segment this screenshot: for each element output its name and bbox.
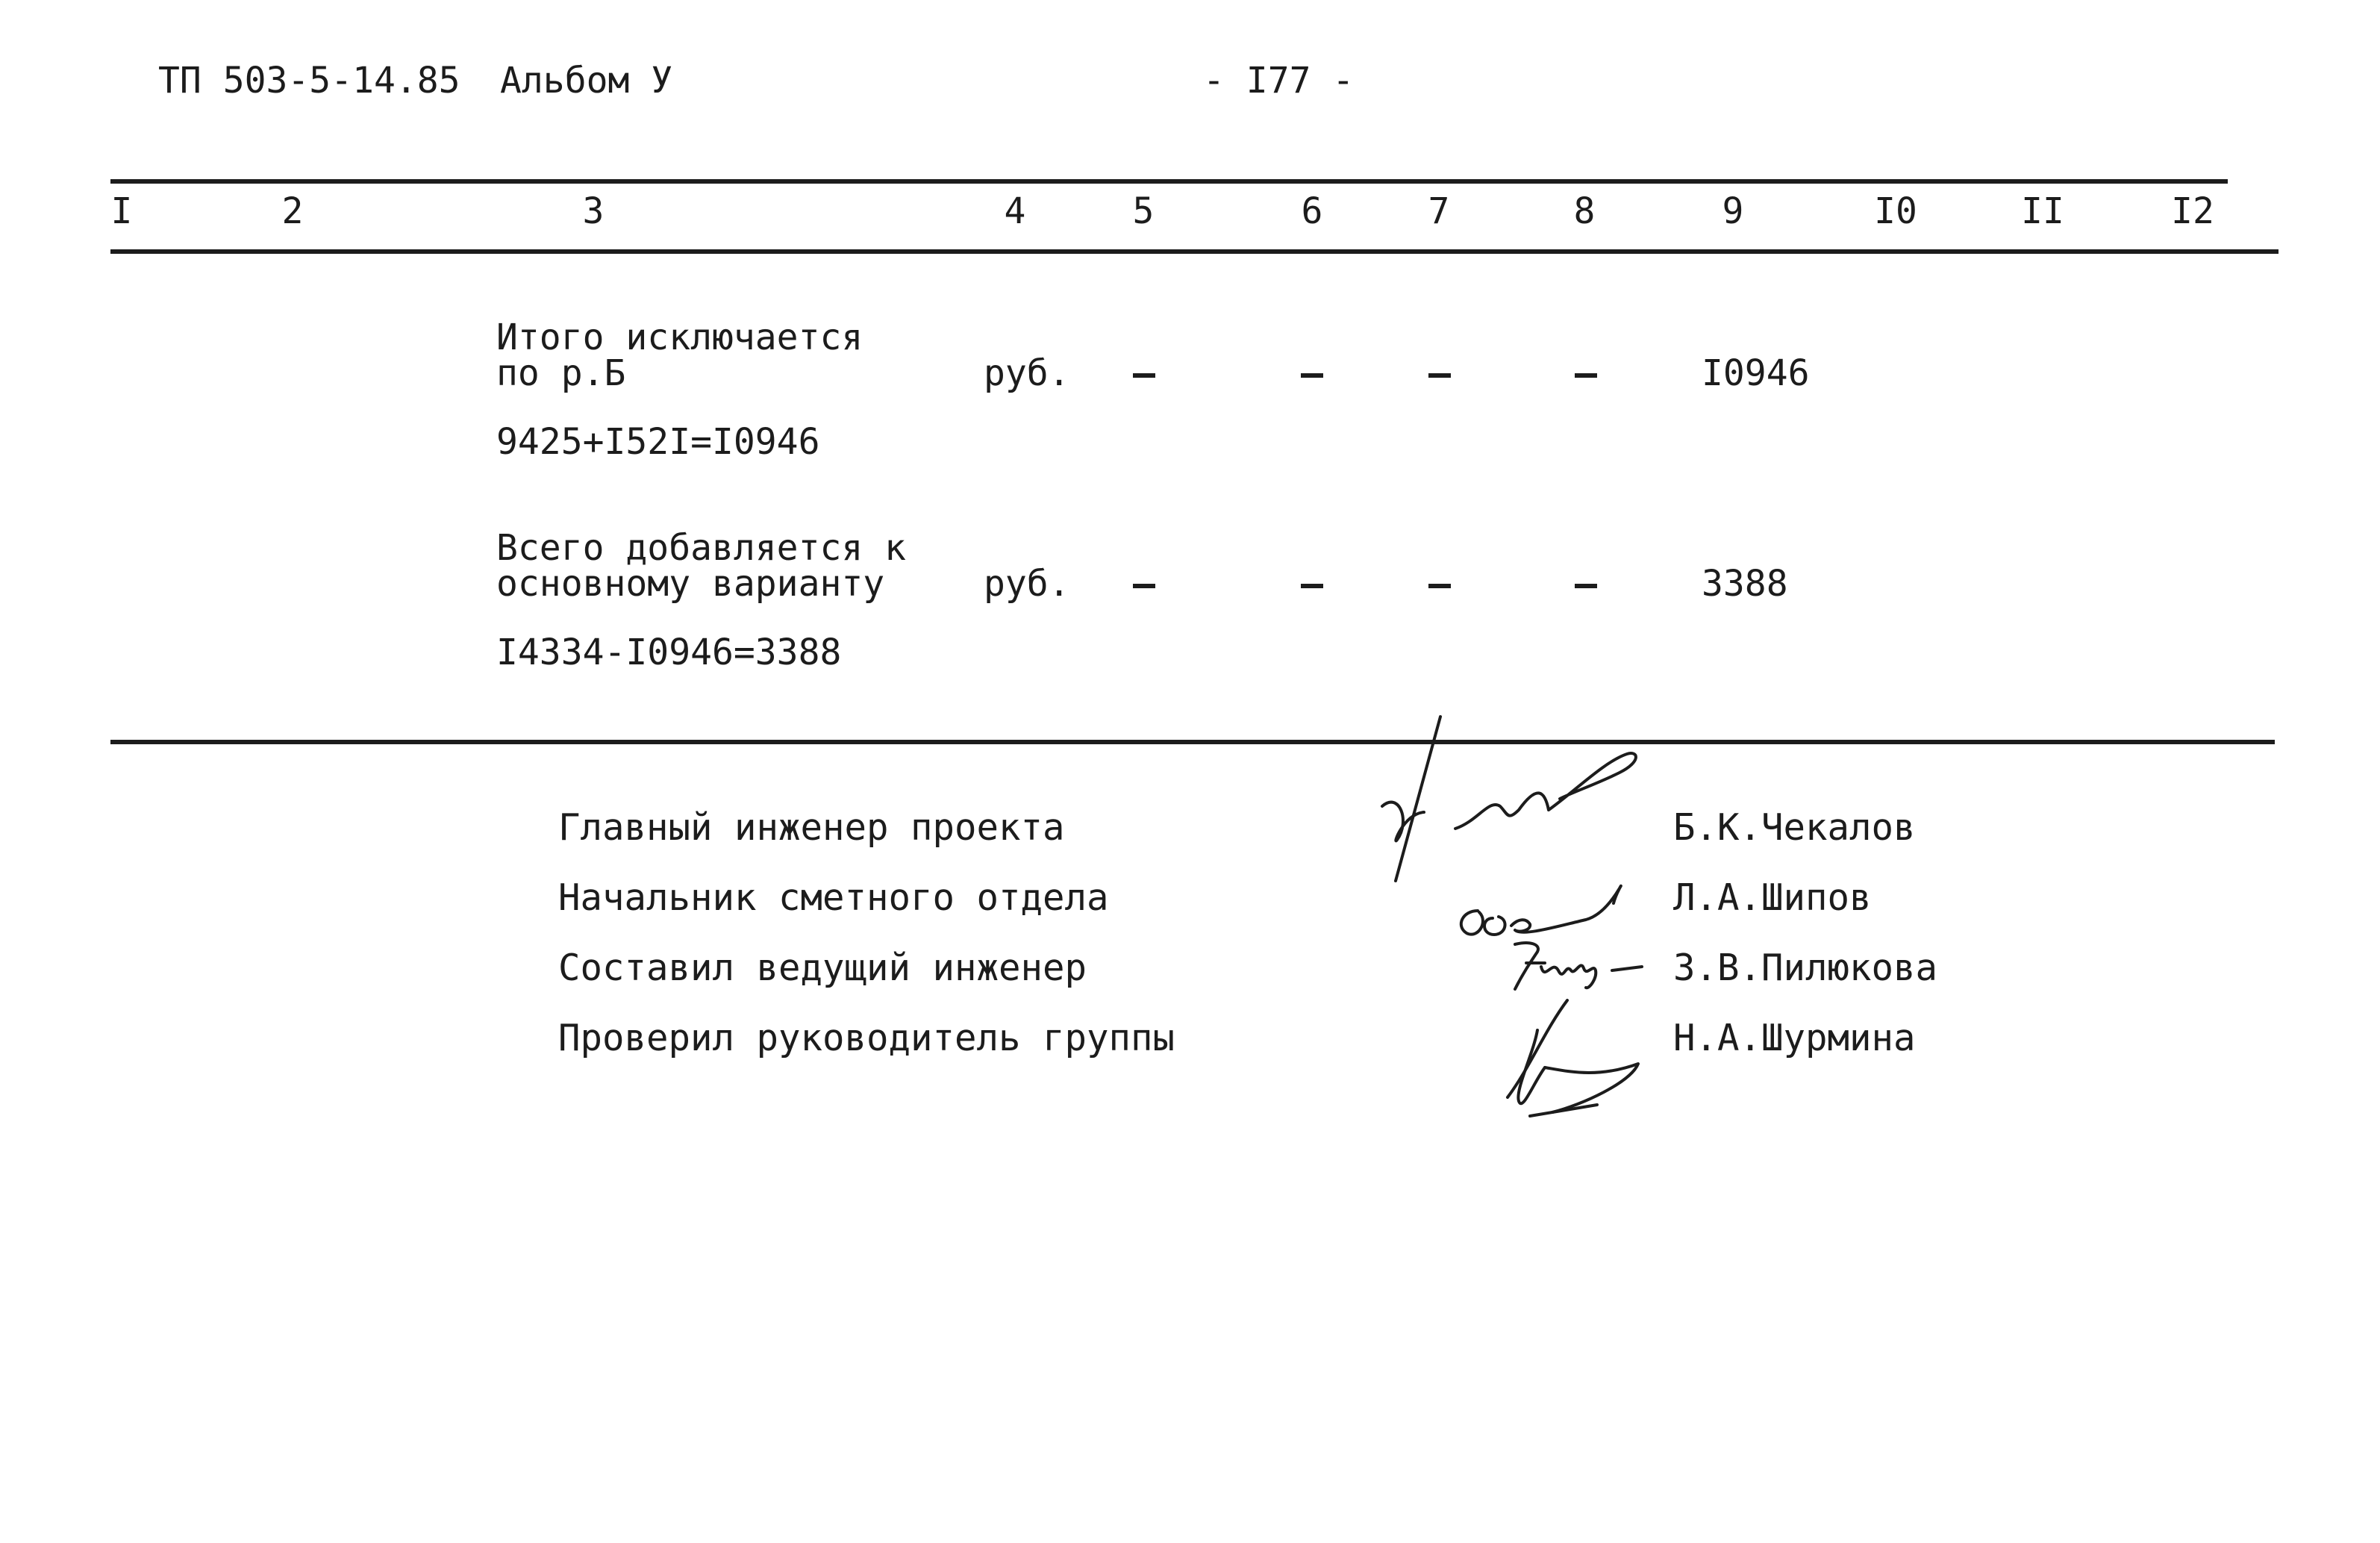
table-bottom-rule [110, 740, 2275, 744]
signer-role: Проверил руководитель группы [558, 1017, 1175, 1059]
row-label-line: Всего добавляется к [496, 527, 907, 569]
page-number: - I77 - [1203, 60, 1355, 102]
column-number: 2 [281, 190, 304, 232]
formula-text: 9425+I52I=I0946 [496, 421, 820, 463]
row-label-line: по р.Б [496, 352, 626, 394]
column-number: I2 [2171, 190, 2214, 232]
formula-text: I4334-I0946=3388 [496, 632, 842, 673]
column-number: 7 [1428, 190, 1450, 232]
empty-dash [1301, 584, 1323, 588]
document-code: ТП 503-5-14.85 [158, 60, 460, 102]
signer-name: Б.К.Чекалов [1673, 806, 1916, 849]
column-number: 8 [1573, 190, 1596, 232]
table-top-rule [110, 179, 2228, 184]
signer-name: Л.А.Шипов [1673, 876, 1872, 919]
column-number: 4 [1004, 190, 1026, 232]
column-number: 3 [582, 190, 605, 232]
unit-cell: руб. [984, 563, 1070, 605]
signer-role: Главный инженер проекта [558, 806, 1065, 849]
row-label-line: Итого исключается [496, 317, 863, 358]
column-number: 9 [1722, 190, 1744, 232]
album-label: Альбом У [500, 60, 673, 102]
row-label-line: основному варианту [496, 563, 885, 605]
table-header-rule [110, 249, 2279, 254]
column-number: I0 [1874, 190, 1917, 232]
column-number: 5 [1132, 190, 1155, 232]
column-number: II [2021, 190, 2064, 232]
empty-dash [1133, 373, 1155, 378]
column-number: 6 [1301, 190, 1323, 232]
signer-name: З.В.Пилюкова [1673, 947, 1938, 989]
empty-dash [1301, 373, 1323, 378]
handwritten-signature [1493, 993, 1672, 1127]
unit-cell: руб. [984, 352, 1070, 394]
empty-dash [1133, 584, 1155, 588]
empty-dash [1428, 584, 1451, 588]
value-cell: I0946 [1702, 352, 1810, 394]
empty-dash [1575, 584, 1597, 588]
empty-dash [1575, 373, 1597, 378]
signer-role: Составил ведущий инженер [558, 947, 1087, 989]
signer-role: Начальник сметного отдела [558, 876, 1109, 919]
column-number: I [110, 190, 133, 232]
signer-name: Н.А.Шурмина [1673, 1017, 1916, 1059]
empty-dash [1428, 373, 1451, 378]
value-cell: 3388 [1702, 563, 1788, 605]
